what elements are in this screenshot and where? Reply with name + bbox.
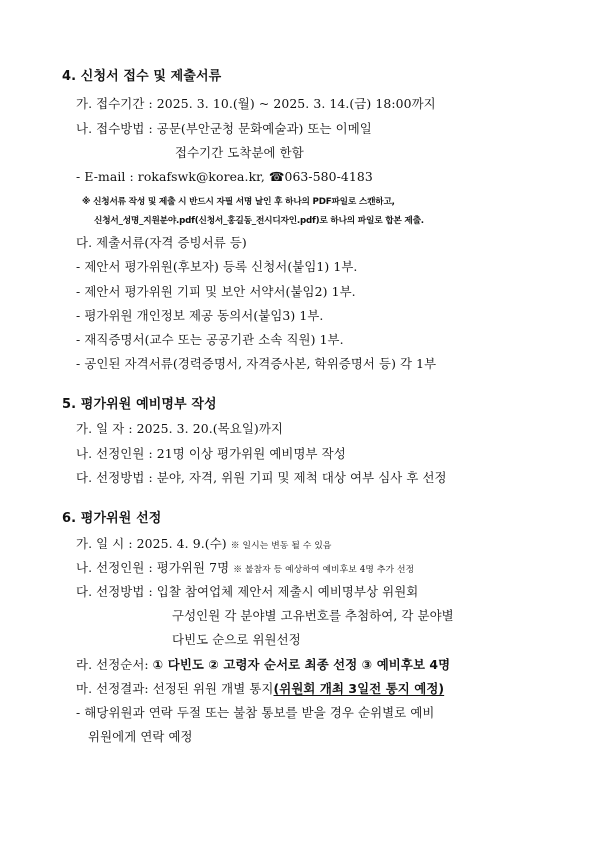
s4-note-line-2: 신청서_성명_지원분야.pdf(신청서_홍길동_전시디자인.pdf)로 하나의 파일로 합본 제출. xyxy=(94,216,424,226)
s6-contact-note: - 해당위원과 연락 두절 또는 불참 통보를 받을 경우 순위별로 예비 xyxy=(76,705,435,720)
s4-document-item: - 제안서 평가위원(후보자) 등록 신청서(붙임1) 1부. xyxy=(76,259,358,274)
s6-result-line xyxy=(76,681,444,697)
s4-receipt-method-cont: 접수기간 도착분에 한함 xyxy=(175,145,304,160)
section-4-title: 4. 신청서 접수 및 제출서류 xyxy=(62,69,222,84)
s6-order-value: ① 다빈도 ② 고령자 순서로 최종 선정 ③ 예비후보 4명 xyxy=(152,657,451,672)
s5-selection-method: 다. 선정방법 : 분야, 자격, 위원 기피 및 제척 대상 여부 심사 후 선정 xyxy=(76,470,447,485)
s6-count-line xyxy=(76,560,414,578)
s6-result-notice: (위원회 개최 3일전 통지 예정) xyxy=(273,681,445,696)
s4-email-contact: - E-mail : rokafswk@korea.kr, ☎063-580-4183 xyxy=(76,169,373,184)
s6-datetime-line xyxy=(76,536,332,554)
s5-date: 가. 일 자 : 2025. 3. 20.(목요일)까지 xyxy=(76,421,283,436)
s5-selection-count: 나. 선정인원 : 21명 이상 평가위원 예비명부 작성 xyxy=(76,446,346,461)
s6-selection-method-cont: 구성인원 각 분야별 고유번호를 추첨하여, 각 분야별 xyxy=(172,608,454,623)
s4-document-item: - 평가위원 개인정보 제공 동의서(붙임3) 1부. xyxy=(76,308,324,323)
s6-result-label: 마. 선정결과: 선정된 위원 개별 통지 xyxy=(76,681,274,696)
s4-documents-heading: 다. 제출서류(자격 증빙서류 등) xyxy=(76,235,247,250)
s6-datetime: 가. 일 시 : 2025. 4. 9.(수) xyxy=(76,536,231,551)
s6-datetime-note: ※ 일시는 변동 될 수 있음 xyxy=(230,541,332,551)
s4-document-item: - 제안서 평가위원 기피 및 보안 서약서(붙임2) 1부. xyxy=(76,284,356,299)
section-6-title: 6. 평가위원 선정 xyxy=(62,511,162,526)
s6-selection-count-note: ※ 불참자 등 예상하여 예비후보 4명 추가 선정 xyxy=(233,565,415,575)
s6-selection-count: 나. 선정인원 : 평가위원 7명 xyxy=(76,560,234,575)
s4-note-line-1: ※ 신청서류 작성 및 제출 시 반드시 자필 서명 날인 후 하나의 PDF파일로 스캔하고, xyxy=(82,197,395,207)
s6-contact-note-cont: 위원에게 연락 예정 xyxy=(88,729,193,744)
s4-document-item: - 공인된 자격서류(경력증명서, 자격증사본, 학위증명서 등) 각 1부 xyxy=(76,356,437,371)
s6-selection-method-cont: 다빈도 순으로 위원선정 xyxy=(172,632,301,647)
s4-receipt-period: 가. 접수기간 : 2025. 3. 10.(월) ~ 2025. 3. 14.(금) 18:00까지 xyxy=(76,96,436,111)
s6-order-label: 라. 선정순서: xyxy=(76,657,153,672)
s4-receipt-method: 나. 접수방법 : 공문(부안군청 문화예술과) 또는 이메일 xyxy=(76,121,372,136)
s6-order-line xyxy=(76,657,450,673)
s4-document-item: - 재직증명서(교수 또는 공공기관 소속 직원) 1부. xyxy=(76,332,344,347)
section-5-title: 5. 평가위원 예비명부 작성 xyxy=(62,397,217,412)
s6-selection-method: 다. 선정방법 : 입찰 참여업체 제안서 제출시 예비명부상 위원회 xyxy=(76,584,419,599)
